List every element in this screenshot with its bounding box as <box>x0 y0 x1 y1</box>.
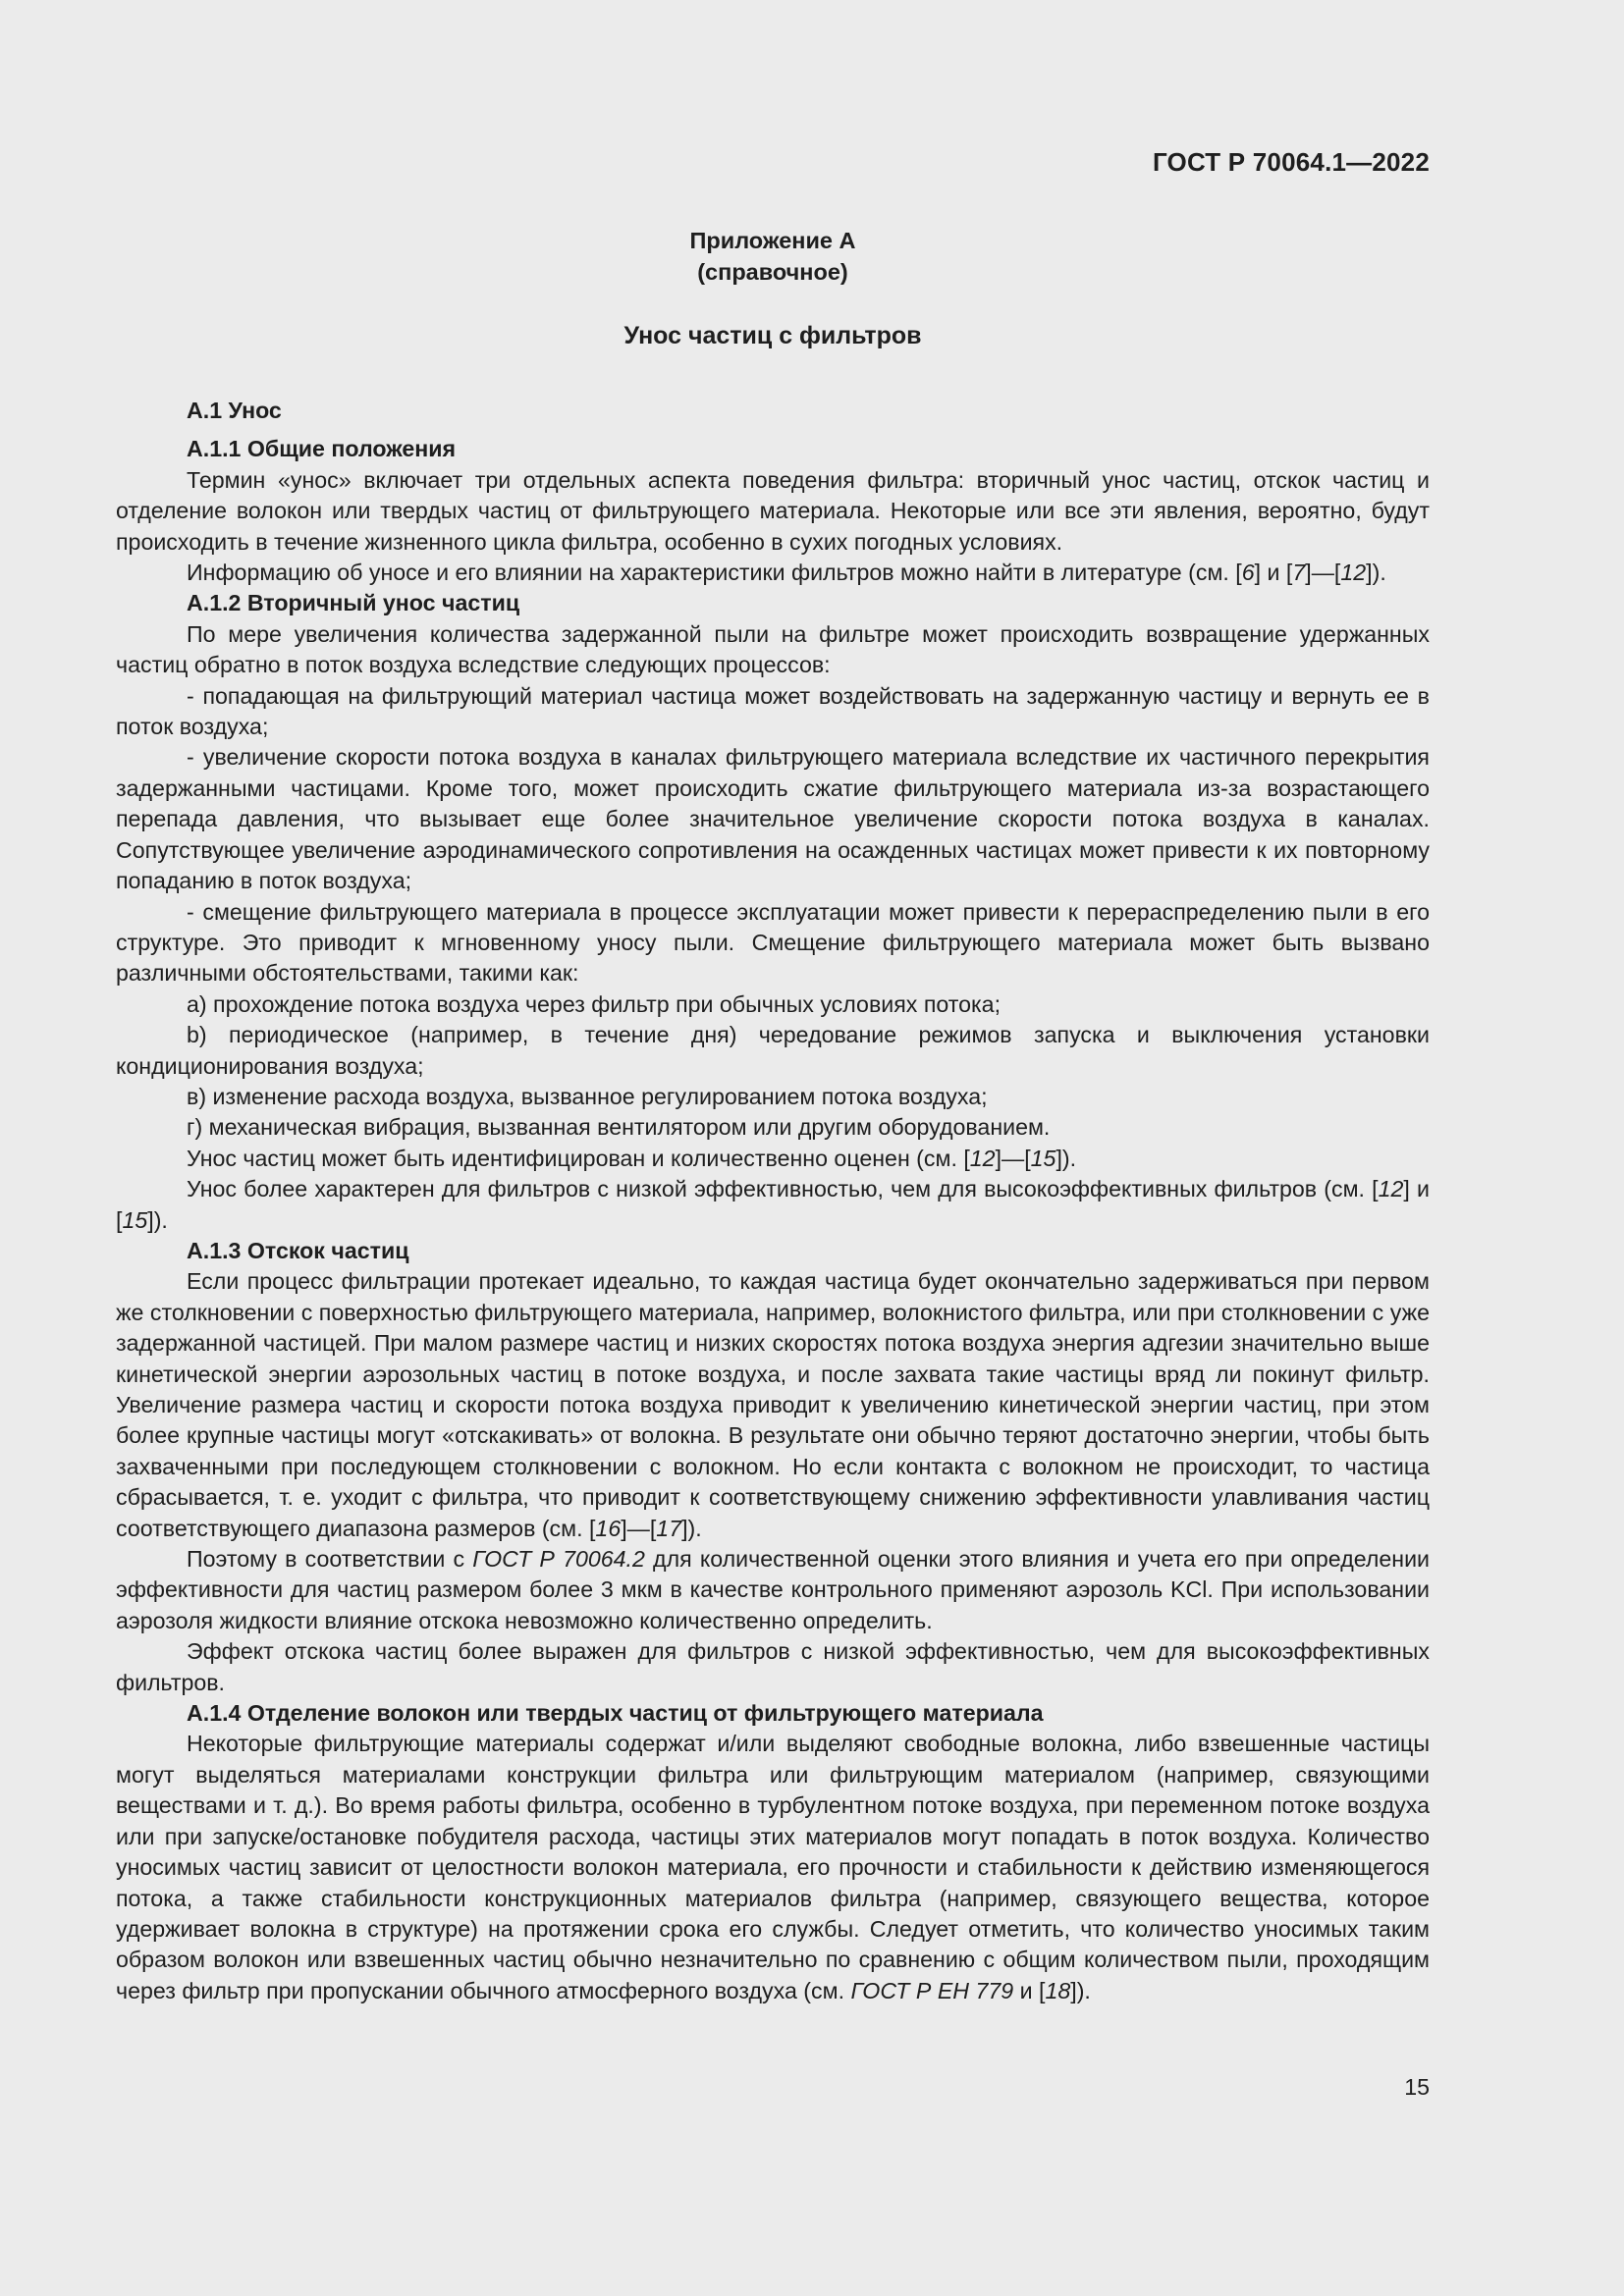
paragraph: Термин «унос» включает три отдельных аспекта поведения фильтра: вторичный унос частиц, отскок частиц и отделение волокон или твердых частиц от фильтрующего материала. Некоторые или все эти явления, вероятно, будут происходить в течение жизненного цикла фильтра, особенно в сухих погодных условиях. <box>116 466 1430 555</box>
list-item: - попадающая на фильтрующий материал частица может воздействовать на задержанную частицу и вернуть ее в поток воздуха; <box>116 682 1430 740</box>
reference: 16 <box>595 1515 622 1541</box>
paragraph: Если процесс фильтрации протекает идеально, то каждая частица будет окончательно задерживаться при первом же столкновении с поверхностью фильтрующего материала, например, волокнистого фильтра, или при столкновении с уже задержанной частицей. При малом размере частиц и низких скоростях потока воздуха энергия адгезии значительно выше кинетической энергии аэрозольных частиц в потоке воздуха, и после захвата такие частицы вряд ли покинут фильтр. Увеличение размера частиц и скорости потока воздуха приводит к увеличению кинетической энергии частиц, при этом более крупные частицы могут «отскакивать» от волокна. В результате они обычно теряют достаточно энергии, чтобы быть захваченными при последующем столкновении с волокном. Но если контакта с волокном не происходит, то частица сбрасывается, т. е. уходит с фильтра, что приводит к соответствующему снижению эффективности улавливания частиц соответствующего диапазона размеров (см. [16]—[17]). <box>116 1268 1430 1541</box>
standard-reference: ГОСТ Р ЕН 779 <box>850 1977 1014 2003</box>
annex-heading: Унос частиц с фильтров <box>623 322 922 349</box>
reference: 6 <box>1241 560 1255 586</box>
section-heading-a13: А.1.3 Отскок частиц <box>187 1237 409 1263</box>
paragraph: Унос частиц может быть идентифицирован и количественно оценен (см. [12]—[15]). <box>187 1145 1077 1171</box>
list-item: а) прохождение потока воздуха через фильтр при обычных условиях потока; <box>187 990 1001 1017</box>
body-text <box>116 396 1430 2006</box>
paragraph: Эффект отскока частиц более выражен для фильтров с низкой эффективностью, чем для высокоэффективных фильтров. <box>116 1638 1430 1695</box>
document-code: ГОСТ Р 70064.1—2022 <box>1152 147 1430 177</box>
reference: 12 <box>1378 1176 1404 1202</box>
section-heading-a12: А.1.2 Вторичный унос частиц <box>187 590 520 616</box>
page-number: 15 <box>1404 2074 1430 2100</box>
annex-title: Приложение А <box>689 228 856 253</box>
reference: 12 <box>969 1145 996 1171</box>
paragraph: Поэтому в соответствии с ГОСТ Р 70064.2 для количественной оценки этого влияния и учета его при определении эффективности для частиц размером более 3 мкм в качестве контрольного применяют аэрозоль KCl. При использовании аэрозоля жидкости влияние отскока невозможно количественно определить. <box>116 1546 1430 1633</box>
list-item: - смещение фильтрующего материала в процессе эксплуатации может привести к перераспределению пыли в его структуре. Это приводит к мгновенному уносу пыли. Смещение фильтрующего материала может быть вызвано различными обстоятельствами, такими как: <box>116 898 1430 987</box>
section-heading-a14: А.1.4 Отделение волокон или твердых частиц от фильтрующего материала <box>187 1700 1044 1727</box>
reference: 17 <box>656 1515 682 1541</box>
reference: 18 <box>1045 1977 1071 2003</box>
reference: 7 <box>1292 560 1306 586</box>
paragraph: По мере увеличения количества задержанной пыли на фильтре может происходить возвращение удержанных частиц обратно в поток воздуха вследствие следующих процессов: <box>116 620 1430 678</box>
reference: 12 <box>1340 560 1367 586</box>
reference: 15 <box>1030 1145 1056 1171</box>
reference: 15 <box>122 1206 148 1233</box>
list-item: г) механическая вибрация, вызванная вентилятором или другим оборудованием. <box>187 1114 1051 1141</box>
paragraph: Унос более характерен для фильтров с низкой эффективностью, чем для высокоэффективных фильтров (см. [12] и [15]). <box>116 1176 1430 1233</box>
list-item: b) периодическое (например, в течение дня) чередование режимов запуска и выключения установки кондиционирования воздуха; <box>116 1022 1430 1079</box>
list-item: - увеличение скорости потока воздуха в каналах фильтрующего материала вследствие их частичного перекрытия задержанными частицами. Кроме того, может происходить сжатие фильтрующего материала из-за возрастающего перепада давления, что вызывает еще более значительное увеличение скорости потока воздуха в каналах. Сопутствующее увеличение аэродинамического сопротивления на осажденных частицах может привести к их повторному попаданию в поток воздуха; <box>116 744 1430 894</box>
list-item: в) изменение расхода воздуха, вызванное регулированием потока воздуха; <box>187 1083 988 1109</box>
paragraph: Информацию об уносе и его влиянии на характеристики фильтров можно найти в литературе (см. [6] и [7]—[12]). <box>187 560 1386 586</box>
section-heading-a11: А.1.1 Общие положения <box>187 436 457 462</box>
section-heading-a1: А.1 Унос <box>187 398 282 423</box>
standard-reference: ГОСТ Р 70064.2 <box>472 1546 645 1573</box>
paragraph: Некоторые фильтрующие материалы содержат и/или выделяют свободные волокна, либо взвешенные частицы могут выделяться материалами конструкции фильтра или фильтрующим материалом (например, связующими веществами и т. д.). Во время работы фильтра, особенно в турбулентном потоке воздуха, при переменном потоке воздуха или при запуске/остановке побудителя расхода, частицы этих материалов могут попадать в поток воздуха. Количество уносимых частиц зависит от целостности волокон материала, его прочности и стабильности к действию изменяющегося потока, а также стабильности конструкционных материалов фильтра (например, связующего вещества, которое удерживает волокна в структуре) на протяжении срока его службы. Следует отметить, что количество уносимых таким образом волокон или взвешенных частиц обычно незначительно по сравнению с общим количеством пыли, проходящим через фильтр при пропускании обычного атмосферного воздуха (см. ГОСТ Р ЕН 779 и [18]). <box>116 1731 1430 2003</box>
annex-subtitle: (справочное) <box>697 259 848 285</box>
